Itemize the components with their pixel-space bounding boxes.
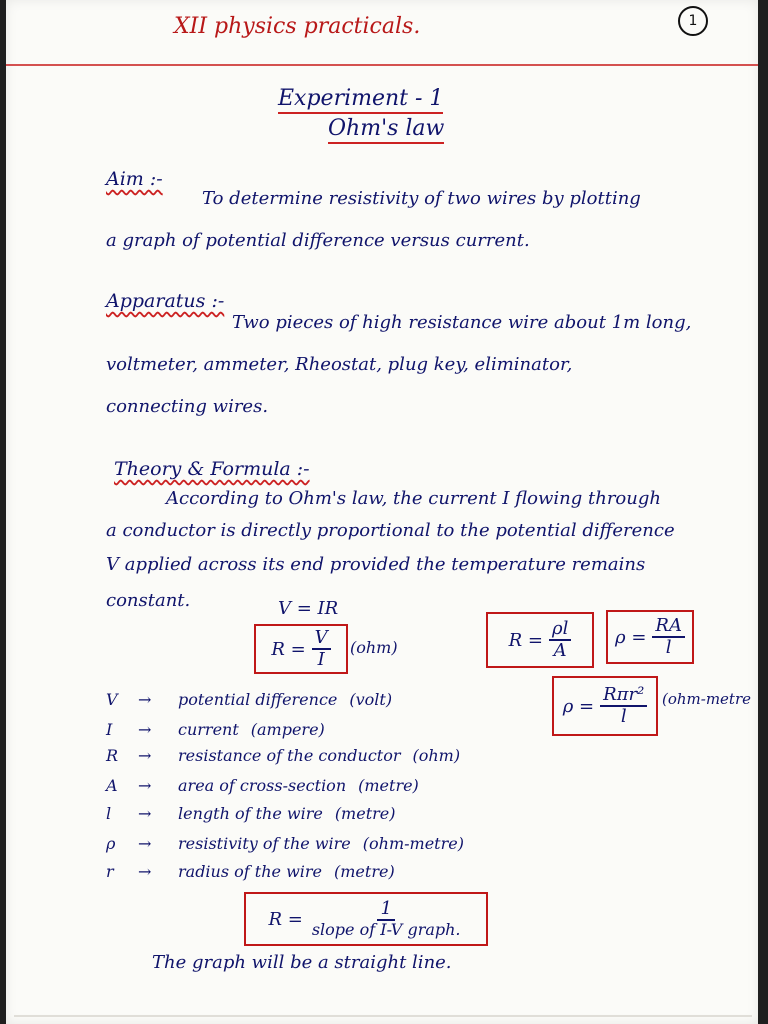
- formula-slope-denominator: slope of I-V graph.: [311, 920, 461, 940]
- apparatus-heading-text: Apparatus :-: [106, 290, 225, 312]
- legend-row-i: [106, 720, 325, 739]
- formula-r-unit: (ohm): [350, 638, 398, 657]
- formula-r-rho-denominator: A: [553, 640, 567, 661]
- formula-rho-pi-denominator: l: [620, 706, 627, 727]
- legend-row-rho: [106, 834, 464, 853]
- legend-unit: (ohm): [412, 746, 461, 765]
- aim-heading: [106, 168, 163, 190]
- apparatus-line-2: voltmeter, ammeter, Rheostat, plug key, eliminator,: [106, 354, 573, 375]
- legend-row-l: [106, 804, 395, 823]
- formula-box-r-slope: [244, 892, 488, 946]
- formula-slope-lhs: R =: [268, 908, 303, 930]
- legend-symbol: A: [106, 776, 118, 795]
- legend-row-v: [106, 690, 392, 709]
- theory-line-4: constant.: [106, 590, 191, 611]
- legend-unit: (metre): [334, 862, 395, 881]
- theory-heading: [114, 458, 310, 480]
- experiment-number-text: Experiment - 1: [278, 86, 443, 114]
- legend-row-r: [106, 746, 460, 765]
- legend-symbol: ρ: [106, 834, 116, 853]
- page-header-title: XII physics practicals.: [174, 14, 421, 39]
- formula-box-rho-pi-r-squared: [552, 676, 658, 736]
- formula-box-r-rho-l-over-a: [486, 612, 594, 668]
- formula-rho-denominator: l: [665, 637, 672, 658]
- legend-unit: (metre): [358, 776, 419, 795]
- formula-rho-pi-fraction: [600, 685, 647, 727]
- aim-line-1: To determine resistivity of two wires by plotting: [202, 188, 641, 209]
- theory-heading-text: Theory & Formula :-: [114, 458, 310, 480]
- legend-meaning: potential difference: [178, 690, 338, 709]
- legend-arrow-icon: →: [138, 720, 152, 739]
- formula-rho-pi-lhs: ρ =: [562, 695, 595, 717]
- apparatus-line-1: Two pieces of high resistance wire about 1m long,: [232, 312, 692, 333]
- theory-line-2: a conductor is directly proportional to the potential difference: [106, 520, 675, 541]
- formula-slope-fraction: [309, 899, 464, 938]
- formula-r-fraction: [312, 628, 331, 670]
- legend-arrow-icon: →: [138, 834, 152, 853]
- header-rule: [6, 64, 758, 66]
- formula-slope-numerator: 1: [377, 899, 394, 921]
- formula-rho-unit: (ohm-metre: [662, 690, 752, 708]
- legend-symbol: r: [106, 862, 114, 881]
- experiment-name-text: Ohm's law: [328, 116, 444, 144]
- formula-rho-lhs: ρ =: [615, 626, 647, 648]
- legend-row-r-radius: [106, 862, 395, 881]
- legend-row-a: [106, 776, 419, 795]
- formula-rho-numerator: RA: [652, 616, 685, 638]
- page-number: 1: [678, 6, 708, 36]
- apparatus-line-3: connecting wires.: [106, 396, 269, 417]
- legend-meaning: length of the wire: [178, 804, 323, 823]
- formula-r-lhs: R =: [271, 638, 306, 660]
- legend-arrow-icon: →: [138, 746, 152, 765]
- legend-arrow-icon: →: [138, 776, 152, 795]
- legend-meaning: radius of the wire: [178, 862, 323, 881]
- experiment-name: [328, 116, 444, 141]
- experiment-number: [278, 86, 443, 111]
- legend-symbol: l: [106, 804, 112, 823]
- legend-unit: (ampere): [250, 720, 325, 739]
- legend-meaning: current: [178, 720, 239, 739]
- theory-line-3: V applied across its end provided the temperature remains: [106, 554, 646, 575]
- legend-arrow-icon: →: [138, 804, 152, 823]
- formula-r-denominator: I: [317, 649, 325, 670]
- formula-r-rho-lhs: R =: [508, 629, 543, 651]
- apparatus-heading: [106, 290, 224, 312]
- formula-box-r-v-over-i: [254, 624, 348, 674]
- legend-symbol: I: [106, 720, 113, 739]
- legend-unit: (volt): [349, 690, 393, 709]
- formula-box-rho-ra-over-l: [606, 610, 694, 664]
- formula-rho-fraction: [652, 616, 685, 658]
- legend-meaning: resistivity of the wire: [178, 834, 351, 853]
- formula-r-rho-numerator: ρl: [549, 619, 571, 641]
- theory-line-1: According to Ohm's law, the current I flowing through: [166, 488, 661, 509]
- legend-meaning: resistance of the conductor: [178, 746, 401, 765]
- legend-unit: (ohm-metre): [362, 834, 464, 853]
- aim-line-2: a graph of potential difference versus current.: [106, 230, 530, 251]
- legend-meaning: area of cross-section: [178, 776, 347, 795]
- formula-v-ir: V = IR: [278, 598, 339, 619]
- formula-r-rho-fraction: [549, 619, 571, 661]
- page-bottom-edge: [14, 1015, 752, 1017]
- notebook-page: [6, 0, 758, 1024]
- legend-unit: (metre): [334, 804, 396, 823]
- formula-r-numerator: V: [312, 628, 331, 650]
- legend-arrow-icon: →: [138, 862, 152, 881]
- conclusion-line: The graph will be a straight line.: [152, 952, 452, 973]
- formula-rho-pi-numerator: Rπr²: [600, 685, 647, 707]
- legend-symbol: V: [106, 690, 118, 709]
- legend-symbol: R: [106, 746, 119, 765]
- aim-heading-text: Aim :-: [106, 168, 163, 190]
- legend-arrow-icon: →: [138, 690, 152, 709]
